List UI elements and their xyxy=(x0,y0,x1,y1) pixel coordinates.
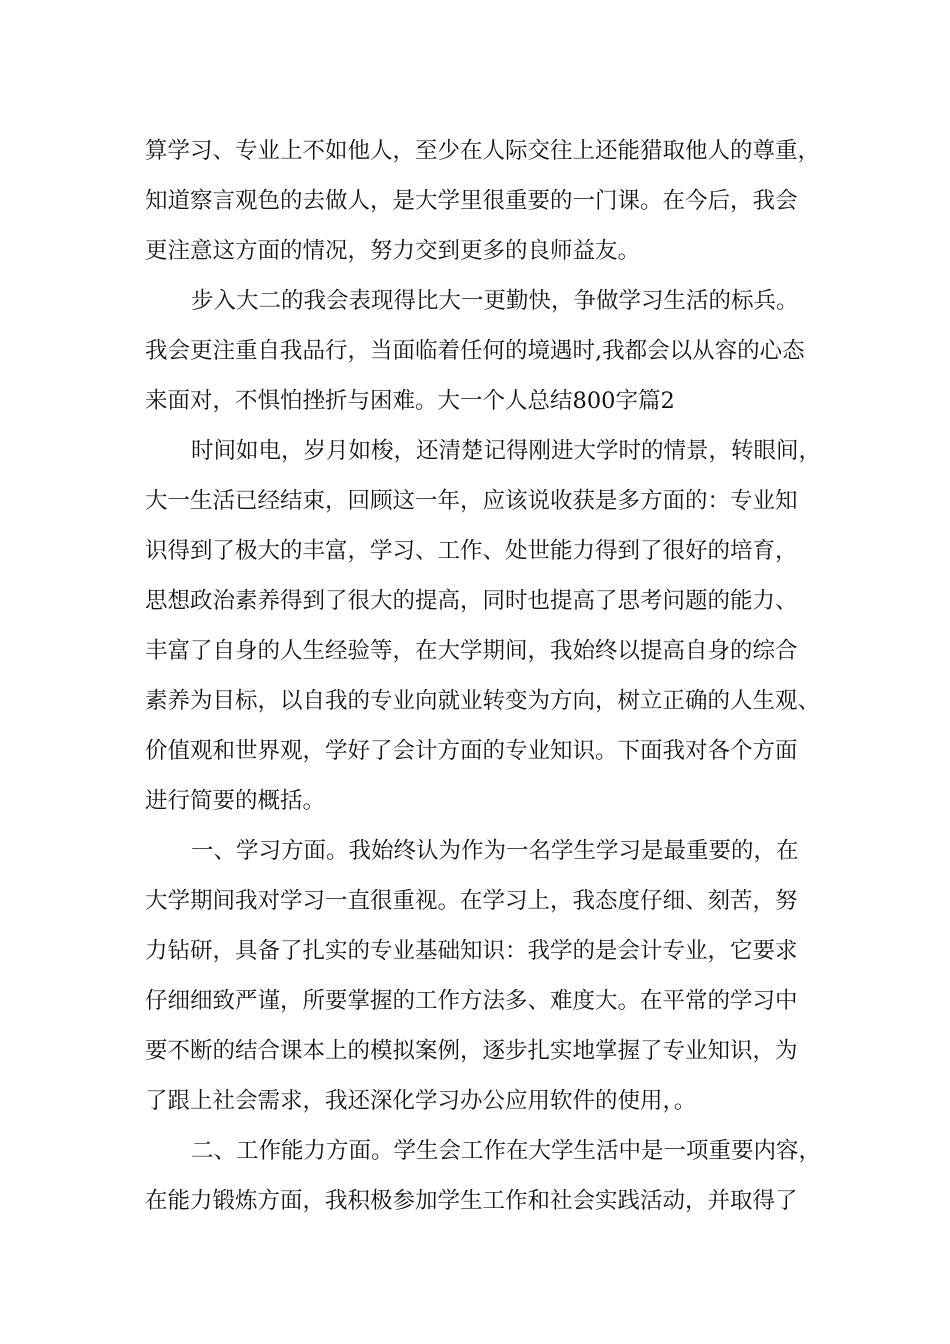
paragraph-5 xyxy=(145,1126,835,1226)
text-line: 大学期间我对学习一直很重视。在学习上，我态度仔细、刻苦，努 xyxy=(145,888,798,914)
paragraph-2 xyxy=(145,276,835,426)
text-line: 丰富了自身的人生经验等，在大学期间，我始终以提高自身的综合 xyxy=(145,638,798,664)
text-line: 我会更注重自我品行，当面临着任何的境遇时,我都会以从容的心态 xyxy=(145,338,805,364)
text-line: 仔细细致严谨，所要掌握的工作方法多、难度大。在平常的学习中 xyxy=(145,988,798,1014)
text-line: 了跟上社会需求，我还深化学习办公应用软件的使用，。 xyxy=(145,1088,697,1114)
text-line: 进行简要的概括。 xyxy=(145,788,326,814)
paragraph-3 xyxy=(145,426,835,826)
text-line: 时间如电，岁月如梭，还清楚记得刚进大学时的情景，转眼间， xyxy=(191,438,822,464)
text-line: 大一生活已经结束，回顾这一年，应该说收获是多方面的：专业知 xyxy=(145,488,798,514)
text-line: 素养为目标，以自我的专业向就业转变为方向，树立正确的人生观、 xyxy=(145,688,821,714)
text-line: 步入大二的我会表现得比大一更勤快，争做学习生活的标兵。 xyxy=(191,288,799,314)
text-line: 知道察言观色的去做人，是大学里很重要的一门课。在今后，我会 xyxy=(145,188,798,214)
paragraph-4 xyxy=(145,826,835,1126)
text-line: 一、学习方面。我始终认为作为一名学生学习是最重要的，在 xyxy=(191,838,799,864)
text-line: 更注意这方面的情况，努力交到更多的良师益友。 xyxy=(145,238,641,264)
text-line: 在能力锻炼方面，我积极参加学生工作和社会实践活动，并取得了 xyxy=(145,1188,798,1214)
document-body xyxy=(145,126,835,1226)
text-line: 二、工作能力方面。学生会工作在大学生活中是一项重要内容， xyxy=(191,1138,822,1164)
text-line: 要不断的结合课本上的模拟案例，逐步扎实地掌握了专业知识，为 xyxy=(145,1038,798,1064)
text-line: 识得到了极大的丰富，学习、工作、处世能力得到了很好的培育， xyxy=(145,538,798,564)
text-line: 算学习、专业上不如他人，至少在人际交往上还能猎取他人的尊重， xyxy=(145,138,821,164)
paragraph-1 xyxy=(145,126,835,276)
text-line: 价值观和世界观，学好了会计方面的专业知识。下面我对各个方面 xyxy=(145,738,798,764)
text-line: 来面对，不惧怕挫折与困难。大一个人总结800字篇2 xyxy=(145,388,675,414)
text-line: 思想政治素养得到了很大的提高，同时也提高了思考问题的能力、 xyxy=(145,588,798,614)
text-line: 力钻研，具备了扎实的专业基础知识：我学的是会计专业，它要求 xyxy=(145,938,798,964)
